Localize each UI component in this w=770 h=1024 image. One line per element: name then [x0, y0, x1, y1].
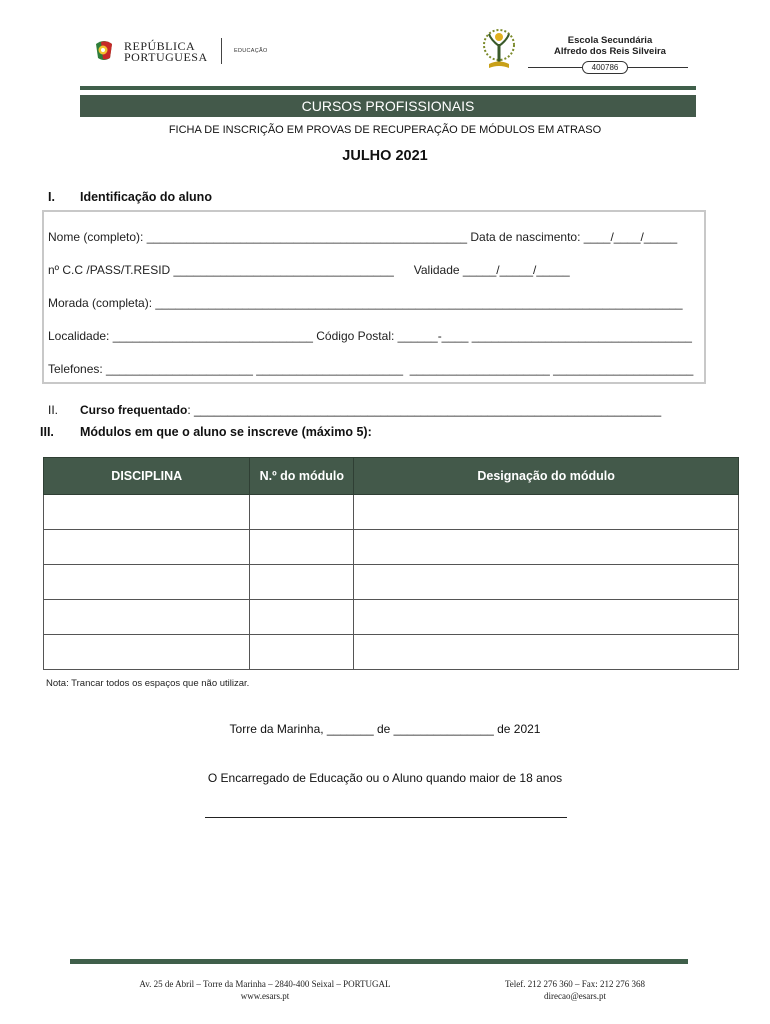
gov-area: EDUCAÇÃO [234, 48, 268, 54]
discipline-cell[interactable] [44, 565, 250, 600]
module-number-cell[interactable] [250, 495, 354, 530]
footer-website: www.esars.pt [240, 991, 290, 1001]
table-header-row [44, 458, 739, 495]
module-designation-cell[interactable] [354, 565, 739, 600]
locality-field[interactable]: Localidade: ______________________________ Código Postal: ______-____ _________________________________ [48, 329, 692, 343]
modules-table [43, 457, 739, 670]
guardian-label: O Encarregado de Educação ou o Aluno quando maior de 18 anos [207, 771, 563, 785]
section2-number: II. [48, 403, 59, 417]
header-rule [80, 86, 696, 90]
discipline-cell[interactable] [44, 530, 250, 565]
header-module-number: N.º do módulo [250, 458, 354, 495]
header-module-designation: Designação do módulo [354, 458, 739, 495]
form-subtitle: FICHA DE INSCRIÇÃO EM PROVAS DE RECUPERAÇÃO DE MÓDULOS EM ATRASO [168, 124, 602, 136]
page-banner: CURSOS PROFISSIONAIS [80, 95, 696, 117]
phones-field[interactable]: Telefones: ______________________ ______________________ _____________________ _____________________ [48, 362, 694, 376]
section1-number: I. [48, 190, 55, 204]
table-row [44, 530, 739, 565]
gov-name-line1: REPÚBLICA [124, 39, 196, 53]
table-row [44, 495, 739, 530]
discipline-cell[interactable] [44, 600, 250, 635]
gov-divider [221, 38, 222, 64]
place-date-field[interactable]: Torre da Marinha, _______ de _______________ de 2021 [229, 722, 541, 736]
module-number-cell[interactable] [250, 600, 354, 635]
footer-rule [70, 959, 688, 964]
footer-address: Av. 25 de Abril – Torre da Marinha – 2840-400 Seixal – PORTUGAL [139, 979, 391, 989]
school-code-badge: 400786 [582, 61, 628, 74]
header-discipline: DISCIPLINA [44, 458, 250, 495]
course-fill: : ______________________________________________________________________ [187, 403, 662, 417]
republica-portuguesa-emblem-icon [92, 38, 116, 62]
course-field[interactable] [80, 403, 661, 417]
footer-phone: Telef. 212 276 360 – Fax: 212 276 368 [504, 979, 646, 989]
section3-number: III. [40, 425, 54, 439]
module-designation-cell[interactable] [354, 495, 739, 530]
section1-title: Identificação do aluno [80, 190, 212, 204]
school-logo-icon [479, 26, 519, 72]
discipline-cell[interactable] [44, 495, 250, 530]
module-designation-cell[interactable] [354, 600, 739, 635]
footer-email: direcao@esars.pt [543, 991, 606, 1001]
table-note: Nota: Trancar todos os espaços que não utilizar. [46, 678, 250, 689]
address-field[interactable]: Morada (completa): _______________________________________________________________________________ [48, 296, 683, 310]
school-name-line2: Alfredo dos Reis Silveira [554, 46, 666, 57]
id-document-field[interactable]: nº C.C /PASS/T.RESID _________________________________ Validade _____/_____/_____ [48, 263, 570, 277]
module-number-cell[interactable] [250, 530, 354, 565]
name-field[interactable]: Nome (completo): ________________________________________________ Data de nascimento: ____/____/_____ [48, 230, 678, 244]
module-number-cell[interactable] [250, 565, 354, 600]
table-row [44, 600, 739, 635]
table-row [44, 635, 739, 670]
section3-title: Módulos em que o aluno se inscreve (máximo 5): [80, 425, 372, 439]
table-row [44, 565, 739, 600]
form-date-title: JULHO 2021 [342, 148, 428, 164]
module-designation-cell[interactable] [354, 530, 739, 565]
signature-line[interactable] [205, 817, 567, 818]
course-label: Curso frequentado [80, 403, 188, 417]
module-designation-cell[interactable] [354, 635, 739, 670]
discipline-cell[interactable] [44, 635, 250, 670]
gov-name-line2: PORTUGUESA [124, 50, 208, 64]
school-name-line1: Escola Secundária [567, 35, 653, 46]
module-number-cell[interactable] [250, 635, 354, 670]
